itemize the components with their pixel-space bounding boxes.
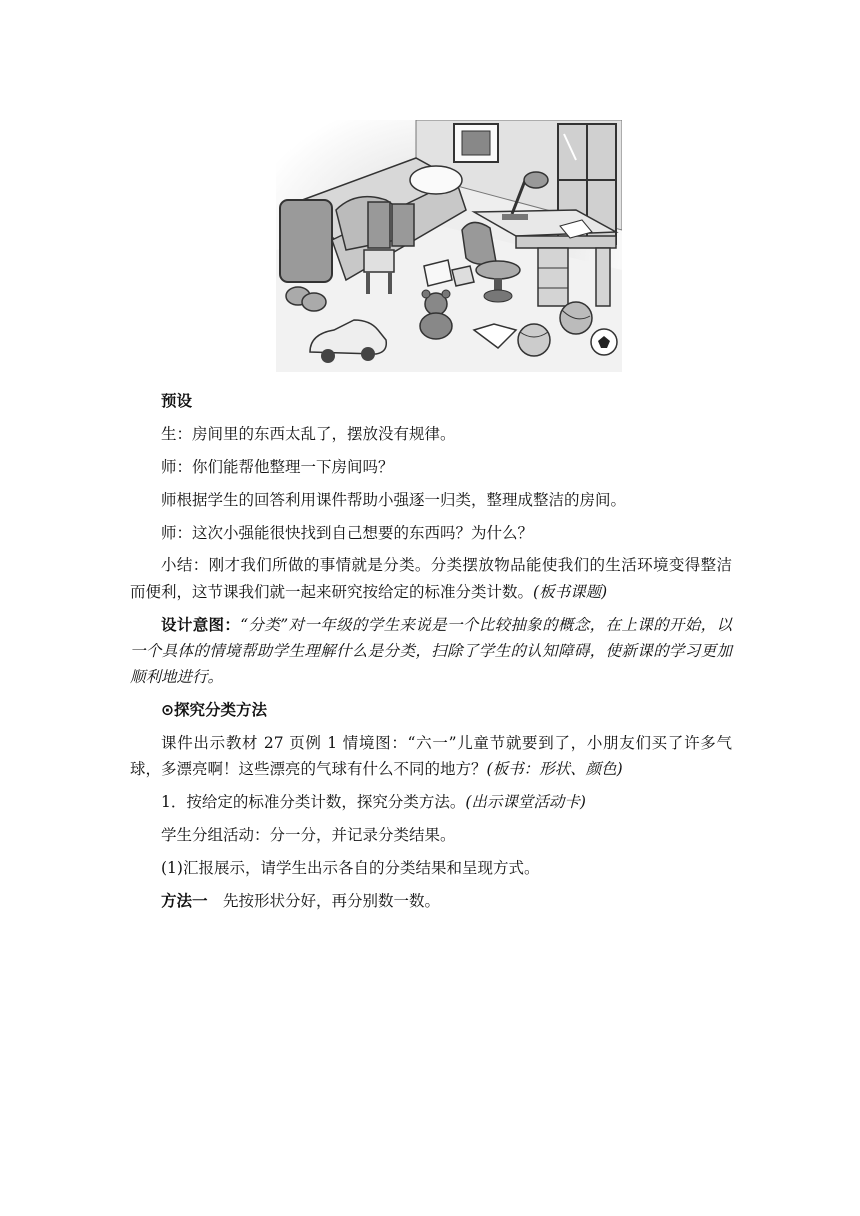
paragraph-courseware: [130, 730, 732, 783]
paragraph-teacher-question: 师：你们能帮他整理一下房间吗？: [161, 457, 394, 476]
method-1-text: 先按形状分好，再分别数一数。: [223, 891, 441, 910]
room-drawing: [276, 120, 622, 372]
heading-preset: 预设: [161, 392, 193, 410]
body-text: [130, 388, 732, 921]
paragraph-teacher-action: 师根据学生的回答利用课件帮助小强逐一归类，整理成整洁的房间。: [161, 490, 627, 509]
paragraph-group-activity: 学生分组活动：分一分，并记录分类结果。: [161, 826, 456, 845]
paragraph-summary: [130, 552, 732, 605]
messy-room-illustration: [276, 120, 622, 372]
design-intent-text: “分类”对一年级的学生来说是一个比较抽象的概念，在上课的开始，以一个具体的情境帮助学生理解什么是分类，扫除了学生的认知障碍，使新课的学习更加顺利地进行。: [130, 615, 732, 687]
courseware-note: (板书：形状、颜色): [486, 760, 623, 779]
paragraph-report: (1)汇报展示，请学生出示各自的分类结果和呈现方式。: [161, 858, 540, 877]
step-1-text: 1．按给定的标准分类计数，探究分类方法。: [161, 793, 466, 812]
summary-text: 小结：刚才我们所做的事情就是分类。分类摆放物品能使我们的生活环境变得整洁而便利，这节课我们就一起来研究按给定的标准分类计数。: [130, 556, 732, 601]
design-intent-label: 设计意图：: [161, 615, 241, 634]
paragraph-design-intent: [130, 612, 732, 691]
paragraph-step-1: [130, 789, 732, 815]
paragraph-teacher-question-2: 师：这次小强能很快找到自己想要的东西吗？为什么？: [161, 523, 534, 542]
section-heading: ⊙探究分类方法: [161, 701, 267, 720]
paragraph-student: 生：房间里的东西太乱了，摆放没有规律。: [161, 424, 456, 443]
step-1-note: (出示课堂活动卡): [465, 793, 586, 812]
courseware-text: 课件出示教材 27 页例 1 情境图：“六一”儿童节就要到了，小朋友们买了许多气球，多漂亮啊！这些漂亮的气球有什么不同的地方？: [130, 734, 732, 779]
summary-note: (板书课题): [533, 582, 608, 601]
paragraph-method-1: [130, 888, 732, 914]
method-1-label: 方法一: [161, 891, 208, 910]
